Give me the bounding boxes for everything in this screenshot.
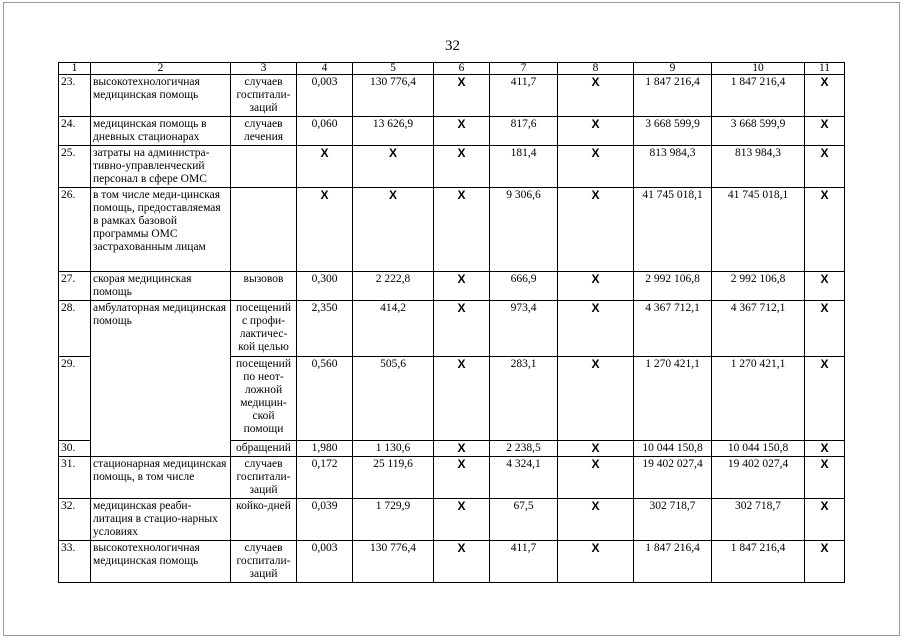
cell-c10: 3 668 599,9 <box>712 117 805 146</box>
cell-c6: X <box>434 146 490 188</box>
cell-c6: X <box>434 457 490 499</box>
cell-c5: 2 222,8 <box>353 272 434 301</box>
cell-c7: 666,9 <box>490 272 558 301</box>
cell-c9: 41 745 018,1 <box>634 188 712 272</box>
data-table <box>58 62 845 583</box>
cell-c8: X <box>558 441 634 457</box>
cell-c11: X <box>805 272 845 301</box>
cell-c11: X <box>805 499 845 541</box>
column-header: 7 <box>490 63 558 75</box>
cell-c10: 813 984,3 <box>712 146 805 188</box>
row-name: стационарная медицинская помощь, в том числе <box>91 457 231 499</box>
cell-c5: X <box>353 188 434 272</box>
cell-c8: X <box>558 357 634 441</box>
cell-c10: 10 044 150,8 <box>712 441 805 457</box>
cell-c4: 0,300 <box>297 272 353 301</box>
row-name: скорая медицинская помощь <box>91 272 231 301</box>
cell-c4: 1,980 <box>297 441 353 457</box>
cell-c6: X <box>434 301 490 357</box>
table-row <box>59 272 845 301</box>
column-header: 6 <box>434 63 490 75</box>
cell-c10: 1 847 216,4 <box>712 541 805 583</box>
row-unit: посещений по неот-ложной медицин-ской помощи <box>231 357 297 441</box>
table-row <box>59 457 845 499</box>
row-unit: случаев госпитали-заций <box>231 457 297 499</box>
cell-c4: 0,039 <box>297 499 353 541</box>
row-number: 25. <box>59 146 91 188</box>
cell-c4: 0,003 <box>297 75 353 117</box>
cell-c7: 973,4 <box>490 301 558 357</box>
cell-c8: X <box>558 146 634 188</box>
row-number: 26. <box>59 188 91 272</box>
cell-c8: X <box>558 188 634 272</box>
cell-c7: 4 324,1 <box>490 457 558 499</box>
cell-c11: X <box>805 301 845 357</box>
cell-c8: X <box>558 457 634 499</box>
cell-c8: X <box>558 117 634 146</box>
cell-c11: X <box>805 541 845 583</box>
row-number: 33. <box>59 541 91 583</box>
cell-c7: 2 238,5 <box>490 441 558 457</box>
cell-c9: 302 718,7 <box>634 499 712 541</box>
cell-c4: 2,350 <box>297 301 353 357</box>
row-name: медицинская реаби-литация в стацио-нарных условиях <box>91 499 231 541</box>
column-header: 10 <box>712 63 805 75</box>
cell-c5: 1 729,9 <box>353 499 434 541</box>
cell-c11: X <box>805 357 845 441</box>
cell-c4: 0,060 <box>297 117 353 146</box>
cell-c5: 130 776,4 <box>353 75 434 117</box>
row-name: затраты на администра-тивно-управленческий персонал в сфере ОМС <box>91 146 231 188</box>
row-unit: случаев госпитали-заций <box>231 75 297 117</box>
cell-c9: 2 992 106,8 <box>634 272 712 301</box>
cell-c4: 0,560 <box>297 357 353 441</box>
cell-c11: X <box>805 117 845 146</box>
cell-c5: 130 776,4 <box>353 541 434 583</box>
cell-c11: X <box>805 457 845 499</box>
column-header: 2 <box>91 63 231 75</box>
row-name: высокотехнологичная медицинская помощь <box>91 541 231 583</box>
cell-c7: 67,5 <box>490 499 558 541</box>
row-unit: случаев лечения <box>231 117 297 146</box>
row-unit: вызовов <box>231 272 297 301</box>
cell-c8: X <box>558 499 634 541</box>
cell-c7: 283,1 <box>490 357 558 441</box>
cell-c7: 181,4 <box>490 146 558 188</box>
row-number: 30. <box>59 441 91 457</box>
cell-c10: 2 992 106,8 <box>712 272 805 301</box>
cell-c10: 4 367 712,1 <box>712 301 805 357</box>
cell-c9: 4 367 712,1 <box>634 301 712 357</box>
cell-c8: X <box>558 541 634 583</box>
cell-c6: X <box>434 272 490 301</box>
table-row <box>59 301 845 357</box>
cell-c11: X <box>805 441 845 457</box>
row-number: 24. <box>59 117 91 146</box>
row-unit: обращений <box>231 441 297 457</box>
column-header: 3 <box>231 63 297 75</box>
column-header: 4 <box>297 63 353 75</box>
table-row <box>59 541 845 583</box>
cell-c4: X <box>297 188 353 272</box>
cell-c4: X <box>297 146 353 188</box>
row-number: 31. <box>59 457 91 499</box>
cell-c9: 3 668 599,9 <box>634 117 712 146</box>
table-row <box>59 499 845 541</box>
column-header: 1 <box>59 63 91 75</box>
row-name: амбулаторная медицинская помощь <box>91 301 231 457</box>
table-row <box>59 188 845 272</box>
cell-c6: X <box>434 499 490 541</box>
cell-c5: X <box>353 146 434 188</box>
cell-c9: 1 847 216,4 <box>634 541 712 583</box>
header-row <box>59 63 845 75</box>
cell-c6: X <box>434 441 490 457</box>
cell-c8: X <box>558 301 634 357</box>
cell-c5: 1 130,6 <box>353 441 434 457</box>
cell-c6: X <box>434 188 490 272</box>
cell-c6: X <box>434 357 490 441</box>
row-number: 28. <box>59 301 91 357</box>
column-header: 8 <box>558 63 634 75</box>
cell-c10: 1 270 421,1 <box>712 357 805 441</box>
cell-c5: 414,2 <box>353 301 434 357</box>
cell-c6: X <box>434 541 490 583</box>
cell-c9: 813 984,3 <box>634 146 712 188</box>
cell-c11: X <box>805 146 845 188</box>
row-name: медицинская помощь в дневных стационарах <box>91 117 231 146</box>
cell-c11: X <box>805 75 845 117</box>
row-number: 32. <box>59 499 91 541</box>
row-unit: случаев госпитали-заций <box>231 541 297 583</box>
cell-c10: 302 718,7 <box>712 499 805 541</box>
row-name: в том числе меди-цинская помощь, предоставляемая в рамках базовой программы ОМС застрахованным лицам <box>91 188 231 272</box>
row-unit: посещений с профи-лактичес-кой целью <box>231 301 297 357</box>
cell-c9: 10 044 150,8 <box>634 441 712 457</box>
row-number: 27. <box>59 272 91 301</box>
cell-c9: 1 847 216,4 <box>634 75 712 117</box>
page-number: 32 <box>445 38 460 54</box>
cell-c7: 9 306,6 <box>490 188 558 272</box>
cell-c7: 817,6 <box>490 117 558 146</box>
cell-c9: 19 402 027,4 <box>634 457 712 499</box>
cell-c5: 13 626,9 <box>353 117 434 146</box>
cell-c4: 0,003 <box>297 541 353 583</box>
table-row <box>59 75 845 117</box>
cell-c10: 41 745 018,1 <box>712 188 805 272</box>
row-unit <box>231 188 297 272</box>
column-header: 5 <box>353 63 434 75</box>
cell-c6: X <box>434 75 490 117</box>
cell-c10: 19 402 027,4 <box>712 457 805 499</box>
cell-c5: 505,6 <box>353 357 434 441</box>
row-unit <box>231 146 297 188</box>
cell-c10: 1 847 216,4 <box>712 75 805 117</box>
column-header: 9 <box>634 63 712 75</box>
table-row <box>59 117 845 146</box>
cell-c4: 0,172 <box>297 457 353 499</box>
cell-c9: 1 270 421,1 <box>634 357 712 441</box>
table-row <box>59 146 845 188</box>
row-number: 29. <box>59 357 91 441</box>
column-header: 11 <box>805 63 845 75</box>
cell-c8: X <box>558 272 634 301</box>
row-name: высокотехнологичная медицинская помощь <box>91 75 231 117</box>
row-unit: койко-дней <box>231 499 297 541</box>
cell-c11: X <box>805 188 845 272</box>
row-number: 23. <box>59 75 91 117</box>
cell-c7: 411,7 <box>490 541 558 583</box>
cell-c8: X <box>558 75 634 117</box>
cell-c5: 25 119,6 <box>353 457 434 499</box>
cell-c7: 411,7 <box>490 75 558 117</box>
cell-c6: X <box>434 117 490 146</box>
